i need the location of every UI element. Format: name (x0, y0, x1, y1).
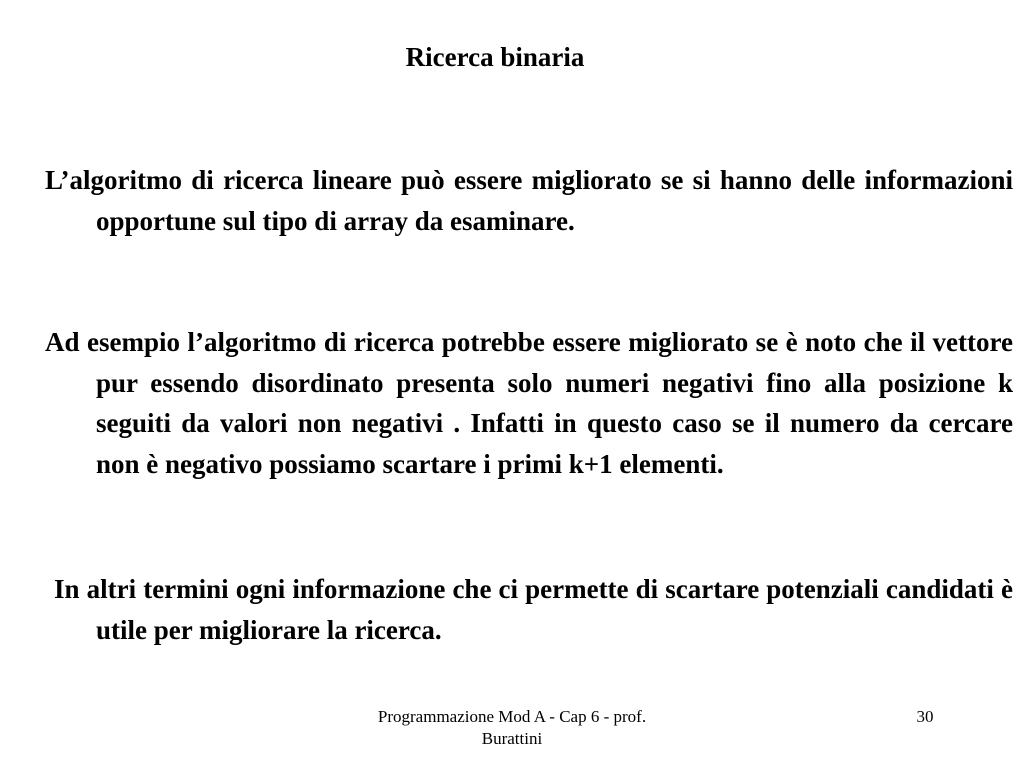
slide-footer: Programmazione Mod A - Cap 6 - prof. Burattini (377, 707, 647, 748)
paragraph-summary: In altri termini ogni informazione che ci permette di scartare potenziali candidati è utile per migliorare la ricerca. (54, 574, 1013, 645)
paragraph-linear-search: L’algoritmo di ricerca lineare può essere migliorato se si hanno delle informazioni opportune sul tipo di array da esaminare. (45, 165, 1013, 236)
slide-title: Ricerca binaria (405, 42, 585, 72)
paragraph-example: Ad esempio l’algoritmo di ricerca potrebbe essere migliorato se è noto che il vettore pur essendo disordinato presenta solo numeri negativi fino alla posizione k seguiti da valori non negativi . Infatti in questo caso se il numero da cercare non è negativo possiamo scartare i primi k+1 elementi. (45, 327, 1013, 479)
page-number: 30 (916, 707, 934, 726)
